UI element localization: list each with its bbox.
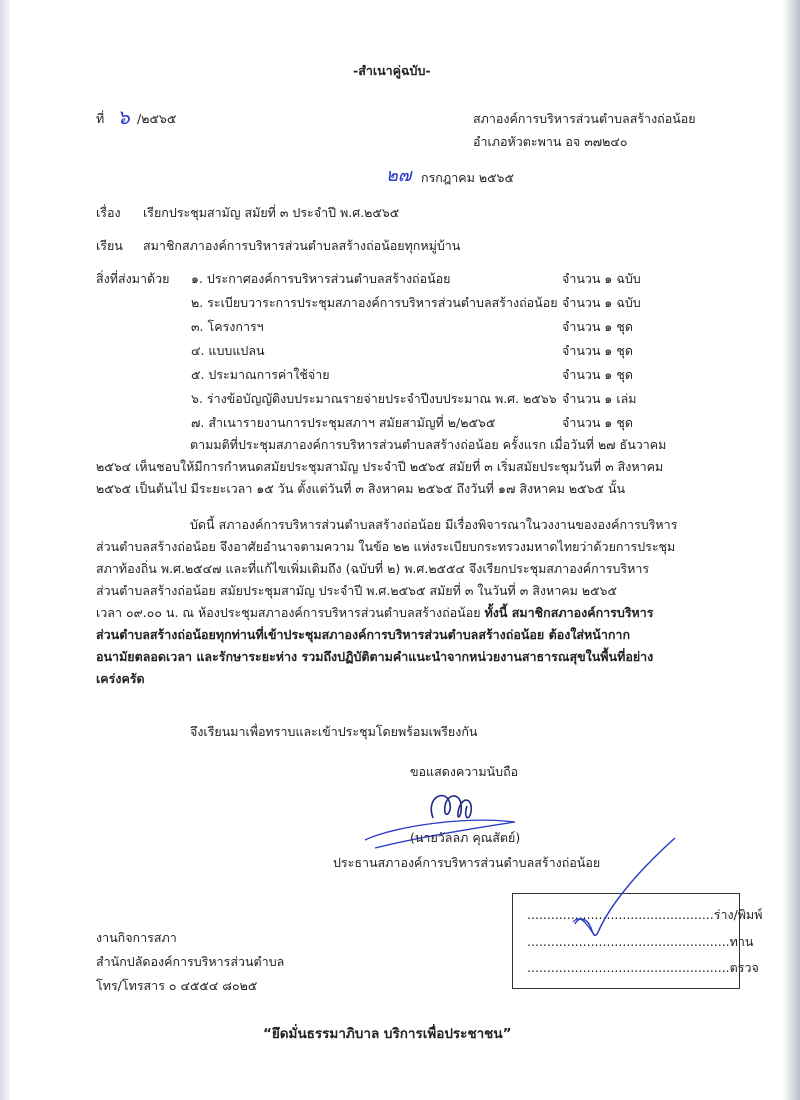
paragraph-line: ๒๕๖๕ เป็นต้นไป มีระยะเวลา ๑๕ วัน ตั้งแต่วันที่ ๓ สิงหาคม ๒๕๖๕ ถึงวันที่ ๑๗ สิงหาคม ๒๕๖๕ นั้น — [96, 481, 626, 496]
enclosure-item-text: ๓. โครงการฯ — [191, 319, 264, 334]
right-scan-edge — [782, 0, 800, 1100]
org-address: อำเภอหัวตะพาน อจ ๓๗๒๔๐ — [473, 134, 628, 149]
motto: “ยึดมั่นธรรมาภิบาล บริการเพื่อประชาชน” — [263, 1026, 512, 1042]
enclosure-item-qty: จำนวน ๑ ชุด — [562, 343, 633, 358]
date-month-year: กรกฎาคม ๒๕๖๕ — [421, 170, 514, 185]
recipient-label: เรียน — [96, 238, 123, 253]
closing-regards: ขอแสดงความนับถือ — [410, 764, 519, 779]
paragraph-emphasis-line: อนามัยตลอดเวลา และรักษาระยะห่าง รวมถึงปฏิบัติตามคำแนะนำจากหน่วยงานสาธารณสุขในพื้นที่อย่าง — [96, 649, 654, 664]
contact-department: งานกิจการสภา — [96, 930, 177, 945]
signature-mark — [355, 778, 555, 858]
subject-text: เรียกประชุมสามัญ สมัยที่ ๓ ประจำปี พ.ศ.๒๕๖๕ — [143, 205, 400, 220]
paragraph-emphasis-line: ส่วนตำบลสร้างถ่อน้อยทุกท่านที่เข้าประชุมสภาองค์การบริหารส่วนตำบลสร้างถ่อน้อย ต้องใส่หน้ากาก — [96, 627, 631, 642]
enclosure-item-qty: จำนวน ๑ ชุด — [562, 415, 633, 430]
subject-label: เรื่อง — [96, 205, 121, 220]
org-name: สภาองค์การบริหารส่วนตำบลสร้างถ่อน้อย — [473, 111, 696, 126]
enclosure-item-qty: จำนวน ๑ เล่ม — [562, 391, 637, 406]
recipient-text: สมาชิกสภาองค์การบริหารส่วนตำบลสร้างถ่อน้อยทุกหมู่บ้าน — [143, 238, 461, 253]
approval-row-draft: ...............................................ร่าง/พิมพ์ — [527, 907, 763, 922]
paragraph-line: ๒๕๖๔ เห็นชอบให้มีการกำหนดสมัยประชุมสามัญ ประจำปี ๒๕๖๕ สมัยที่ ๓ เริ่มสมัยประชุมวันที่ ๓ สิงหาคม — [96, 459, 664, 474]
date-day-handwritten: ๒๗ — [386, 165, 412, 186]
reference-label: ที่ — [96, 111, 105, 126]
enclosures-label: สิ่งที่ส่งมาด้วย — [96, 271, 170, 286]
closing-request: จึงเรียนมาเพื่อทราบและเข้าประชุมโดยพร้อมเพรียงกัน — [190, 724, 478, 739]
paragraph-line: ส่วนตำบลสร้างถ่อน้อย สมัยประชุมสามัญ ประจำปี พ.ศ.๒๕๖๕ สมัยที่ ๓ ในวันที่ ๓ สิงหาคม ๒๕๖๕ — [96, 583, 617, 598]
contact-office: สำนักปลัดองค์การบริหารส่วนตำบล — [96, 954, 285, 969]
enclosure-item-text: ๗. สำเนารายงานการประชุมสภาฯ สมัยสามัญที่ ๒/๒๕๖๕ — [191, 415, 496, 430]
paragraph-emphasis: ทั้งนี้ สมาชิกสภาองค์การบริหาร — [484, 605, 654, 620]
document-title: -สำเนาคู่ฉบับ- — [353, 63, 431, 78]
enclosure-item-text: ๔. แบบแปลน — [191, 343, 265, 358]
signer-name: (นายวัลลภ คุณสัตย์) — [410, 830, 521, 845]
enclosure-item-text: ๒. ระเบียบวาระการประชุมสภาองค์การบริหารส่วนตำบลสร้างถ่อน้อย — [191, 295, 558, 310]
contact-phone: โทร/โทรสาร ๐ ๔๕๕๔ ๘๐๒๕ — [96, 978, 258, 993]
enclosure-item-qty: จำนวน ๑ ฉบับ — [562, 295, 641, 310]
paragraph-resolution — [96, 434, 666, 500]
paragraph-emphasis-line: เคร่งครัด — [96, 671, 145, 686]
paragraph-line: สภาท้องถิ่น พ.ศ.๒๕๔๗ และที่แก้ไขเพิ่มเติมถึง (ฉบับที่ ๒) พ.ศ.๒๕๕๔ จึงเรียกประชุมสภาองค์การบริหาร — [96, 561, 650, 576]
approval-row-review: ...................................................ทาน — [527, 934, 754, 949]
paragraph-summons — [96, 514, 677, 690]
reference-year: /๒๕๖๕ — [137, 111, 177, 126]
enclosure-item-text: ๑. ประกาศองค์การบริหารส่วนตำบลสร้างถ่อน้อย — [191, 271, 451, 286]
reference-number-handwritten: ๖ — [117, 105, 130, 129]
enclosure-item-qty: จำนวน ๑ ชุด — [562, 319, 633, 334]
paragraph-text: เวลา ๐๙.๐๐ น. ณ ห้องประชุมสภาองค์การบริหารส่วนตำบลสร้างถ่อน้อย — [96, 605, 485, 620]
paragraph-line: บัดนี้ สภาองค์การบริหารส่วนตำบลสร้างถ่อน้อย มีเรื่องพิจารณาในวงงานขององค์การบริหาร — [190, 517, 678, 532]
approval-row-check: ...................................................ตรวจ — [527, 960, 759, 975]
checkmark-icon — [565, 832, 685, 952]
paragraph-line — [96, 602, 677, 624]
enclosure-item-text: ๕. ประมาณการค่าใช้จ่าย — [191, 367, 330, 382]
signer-title: ประธานสภาองค์การบริหารส่วนตำบลสร้างถ่อน้อย — [333, 855, 601, 870]
enclosure-item-qty: จำนวน ๑ ชุด — [562, 367, 633, 382]
paragraph-line: ตามมติที่ประชุมสภาองค์การบริหารส่วนตำบลสร้างถ่อน้อย ครั้งแรก เมื่อวันที่ ๒๗ ธันวาคม — [190, 437, 667, 452]
enclosure-item-qty: จำนวน ๑ ฉบับ — [562, 271, 641, 286]
enclosure-item-text: ๖. ร่างข้อบัญญัติงบประมาณรายจ่ายประจำปีงบประมาณ พ.ศ. ๒๕๖๖ — [191, 391, 557, 406]
paragraph-line: ส่วนตำบลสร้างถ่อน้อย จึงอาศัยอำนาจตามความ ในข้อ ๒๒ แห่งระเบียบกระทรวงมหาดไทยว่าด้วยการประชุม — [96, 539, 676, 554]
left-scan-edge — [0, 0, 10, 1100]
